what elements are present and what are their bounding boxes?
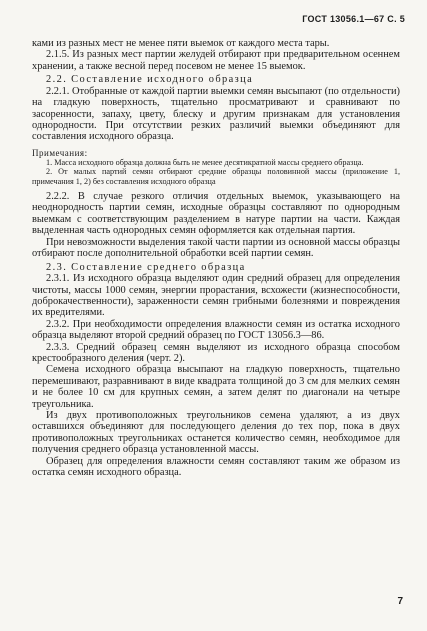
section-heading-2-2: 2.2. Составление исходного образца [46, 74, 254, 86]
paragraph-2-2-1: 2.2.1. Отобранные от каждой партии выемки семян высыпают (по отдельности) на гладкую поверхность, тщательно просматривают и сравнивают по засоренности, запаху, цвету, блеску и другим признакам для установления однородности. При отсутствии резких различий выемки объединяют для составления исходного образца. [32, 85, 400, 143]
page-number: 7 [397, 596, 403, 607]
paragraph-2-2-2-continued: При невозможности выделения такой части партии из основной массы образцы отбирают после дополнительной обработки всей партии семян. [32, 236, 400, 260]
notes-title: Примечания: [32, 147, 88, 158]
paragraph-2-2-2: 2.2.2. В случае резкого отличия отдельных выемок, указывающего на неоднородность партии семян, исходные образцы составляют по однородным выемкам с соответствующим разделением в натуре партии на части. Каждая выделенная часть однородных семян оформляется как отдельная партия. [32, 191, 400, 237]
paragraph-2-3-1: 2.3.1. Из исходного образца выделяют один средний образец для определения чистоты, массы 1000 семян, энергии прорастания, всхожести (жизнеспособности, доброкачественности), зараженности семян грибными болезнями и повреждения их вредителями. [32, 273, 400, 319]
paragraph-2-3-2: 2.3.2. При необходимости определения влажности семян из остатка исходного образца выделяют второй средний образец по ГОСТ 13056.3—86. [32, 318, 400, 342]
paragraph-2-3-3-moisture: Образец для определения влажности семян составляют таким же образом из остатка семян исходного образца. [32, 455, 400, 478]
paragraph: ками из разных мест не менее пяти выемок от каждого места тары. [32, 38, 330, 49]
note-1: 1. Масса исходного образца должна быть не менее десятикратной массы среднего образца. [46, 157, 364, 167]
paragraph-2-1-5: 2.1.5. Из разных мест партии желудей отбирают при предварительном осеннем хранении, а также весной перед посевом не менее 15 выемок. [32, 49, 400, 72]
page-content [32, 38, 400, 478]
paragraph-2-3-3-division: Из двух противоположных треугольников семена удаляют, а из двух оставшихся объединяют для последующего деления до тех пор, пока в двух противоположных треугольниках останется количество семян, необходимое для получения среднего образца установленной массы. [32, 409, 400, 456]
paragraph-2-3-3: 2.3.3. Средний образец семян выделяют из исходного образца способом крестообразного деления (черт. 2). [32, 341, 400, 364]
page-header: ГОСТ 13056.1—67 С. 5 [302, 14, 405, 24]
note-2: 2. От малых партий семян отбирают средние образцы половинной массы (приложение 1, примечания 1, 2) без составления исходного образца [32, 167, 400, 186]
section-heading-2-3: 2.3. Составление среднего образца [46, 261, 246, 273]
paragraph-2-3-3-method: Семена исходного образца высыпают на гладкую поверхность, тщательно перемешивают, разравнивают в виде квадрата толщиной до 3 см для мелких семян и не более 10 см для крупных семян, а затем делят по диагонали на четыре треугольника. [32, 364, 400, 410]
